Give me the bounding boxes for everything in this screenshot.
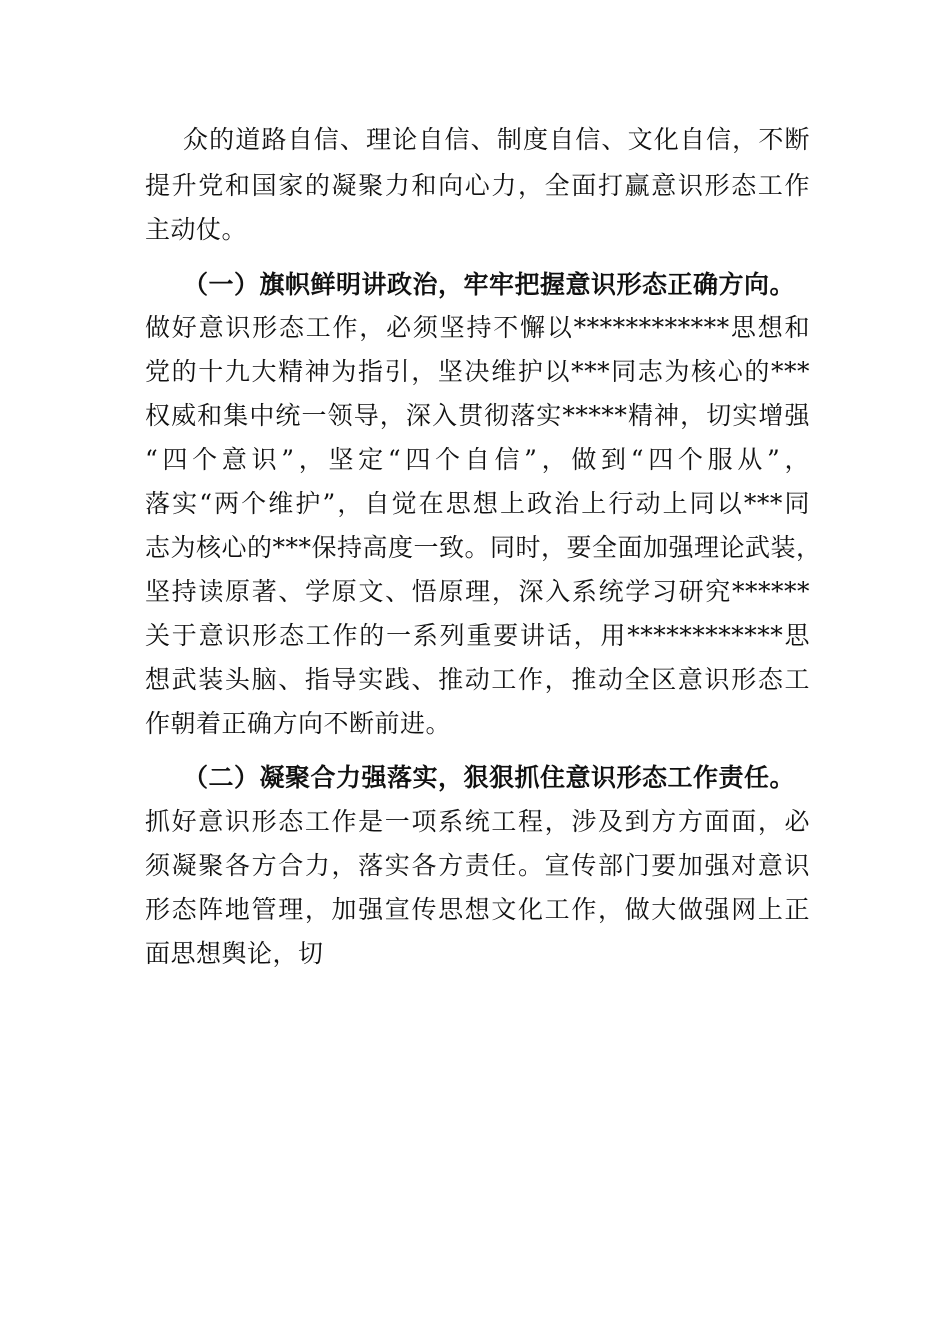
paragraph-line: 做好意识形态工作，必须坚持不懈以************思想和 [145, 313, 810, 342]
paragraph-line: 主动仗。 [145, 215, 248, 244]
paragraph-line: 落实“两个维护”，自觉在思想上政治上行动上同以***同 [145, 489, 810, 518]
paragraph-line: 关于意识形态工作的一系列重要讲话，用************思 [145, 621, 810, 650]
paragraph-line: 抓好意识形态工作是一项系统工程，涉及到方方面面，必 [145, 807, 810, 836]
paragraph-line: 提升党和国家的凝聚力和向心力，全面打赢意识形态工作 [145, 171, 810, 200]
paragraph-line: 作朝着正确方向不断前进。 [145, 709, 452, 738]
paragraph-line: 面思想舆论，切 [145, 939, 324, 968]
section-heading-1: （一）旗帜鲜明讲政治，牢牢把握意识形态正确方向。 [183, 270, 796, 299]
section-heading-2: （二）凝聚合力强落实，狠狠抓住意识形态工作责任。 [183, 763, 796, 792]
paragraph-line: 权威和集中统一领导，深入贯彻落实*****精神，切实增强 [145, 401, 810, 430]
paragraph-line: 志为核心的***保持高度一致。同时，要全面加强理论武装， [145, 533, 822, 562]
paragraph-line: 坚持读原著、学原文、悟原理，深入系统学习研究****** [145, 577, 810, 606]
paragraph-line: 党的十九大精神为指引，坚决维护以***同志为核心的*** [145, 357, 810, 386]
paragraph-line: 众的道路自信、理论自信、制度自信、文化自信，不断 [183, 125, 810, 154]
paragraph-line: “四个意识”，坚定“四个自信”，做到“四个服从”， [145, 445, 810, 474]
paragraph-line: 须凝聚各方合力，落实各方责任。宣传部门要加强对意识 [145, 851, 810, 880]
paragraph-line: 想武装头脑、指导实践、推动工作，推动全区意识形态工 [145, 665, 810, 694]
paragraph-line: 形态阵地管理，加强宣传思想文化工作，做大做强网上正 [145, 895, 810, 924]
